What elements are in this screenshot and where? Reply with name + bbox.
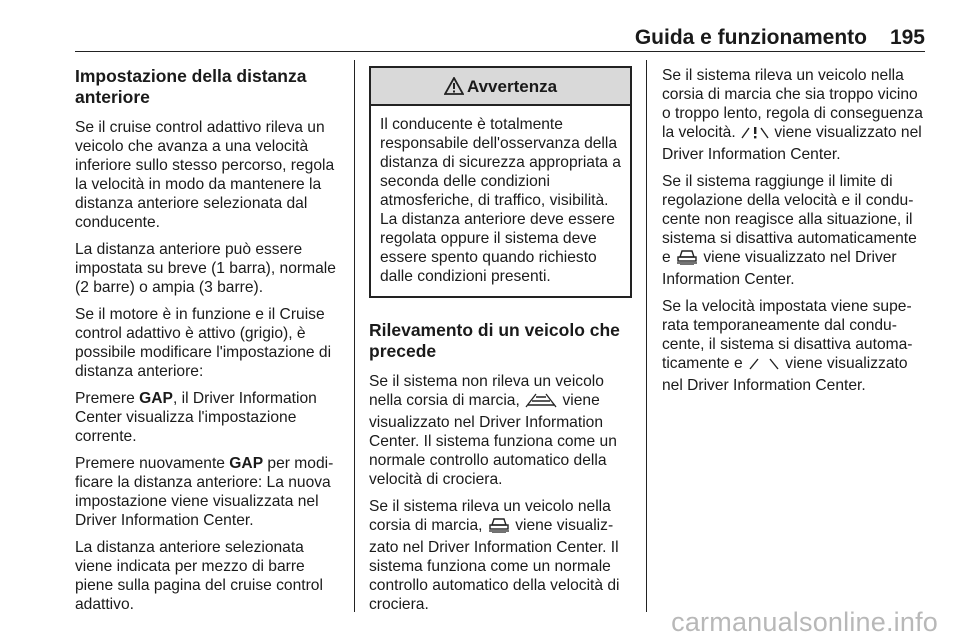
paragraph: Se il motore è in funzione e il Cruise control adattivo è attivo (grigio), è possibile modificare l'impostazione di distanza anteriore: [75,306,332,380]
warning-header [371,68,630,106]
paragraph: La distanza anteriore può essere impostata su breve (1 barra), normale (2 barre) o ampia (3 barre). [75,241,336,296]
section-heading: Impostazione della distanza anteriore [75,66,307,107]
header-divider [75,51,925,52]
paragraph [369,497,632,614]
column-divider [646,60,647,612]
paragraph: Se il cruise control adattivo rileva un veicolo che avanza a una velocità inferiore sullo stesso percorso, regola la velocità in modo da mantenere la distanza anteriore selezionata dal conducente. [75,119,335,231]
paragraph [662,172,927,289]
paragraph [662,297,927,395]
section-heading: Rilevamento di un veicolo che precede [369,320,620,361]
vehicle-ahead-icon [487,516,511,538]
text: Se il sistema non rileva un veicolo nella corsia di marcia, [369,373,604,409]
text: Premere [75,390,140,407]
gap-key-label: GAP [229,455,264,472]
column-middle [369,66,632,622]
text: viene visualizzato nel Driver Information Center. [662,355,908,394]
text: Se il sistema raggiunge il limite di regolazione della velocità e il conducente non reagisce alla situazione, il sistema si disattiva automaticamente e [662,173,917,266]
text: viene visualizzato nel Driver Information Center. [662,249,897,288]
warning-box [369,66,632,298]
gap-key-label: GAP [139,390,173,407]
lane-lines-icon [747,355,781,376]
vehicle-ahead-icon [675,248,699,270]
section-title: Guida e funzionamento [634,26,867,49]
paragraph [369,372,632,489]
warning-title: Avvertenza [466,76,558,96]
text: Se il sistema rileva un veicolo nella corsia di marcia, [369,498,611,534]
page-number: 195 [889,26,925,49]
paragraph: La distanza anteriore selezionata viene indicata per mezzo di barre piene sulla pagina del cruise control adattivo. [75,539,323,613]
text: viene visualizzato nel Driver Information Center. [662,124,922,163]
text: viene visualizzato nel Driver Information Center. Il sistema funziona come un normale controllo automatico della velocità di crociera. [369,517,620,613]
paragraph [75,454,343,530]
watermark: carmanualsonline.info [671,607,938,637]
text: Se il sistema rileva un veicolo nella corsia di marcia che sia troppo vicino o troppo lento, regola di conseguenza la velocità. [662,67,923,141]
column-divider [354,60,355,612]
text: per modificare la distanza anteriore: La nuova impostazione viene visualizzata nel Driver Information Center. [75,455,334,529]
road-lanes-icon [524,392,558,413]
warning-triangle-icon [444,77,464,95]
lane-alert-icon [740,124,770,145]
page-header [75,26,925,52]
text: Premere nuovamente [75,455,230,472]
warning-text: Il conducente è totalmente responsabile dell'osservanza della distanza di sicurezza appropriata a seconda delle condizioni atmosferiche, di traffico, visibilità. La distanza anteriore deve essere regolata oppure il sistema deve essere spento quando richiesto dalle condizioni presenti. [380,116,621,285]
column-right [662,66,927,403]
text: Se la velocità impostata viene superata temporaneamente dal conducente, il sistema si disattiva automaticamente e [662,298,913,372]
paragraph [662,66,927,164]
column-left [75,66,343,622]
text: , il Driver Information Center visualizza l'impostazione corrente. [75,390,317,445]
paragraph [75,389,343,446]
text: viene visualizzato nel Driver Information Center. Il sistema funziona come un normale controllo automatico della velocità di crociera. [369,392,617,488]
